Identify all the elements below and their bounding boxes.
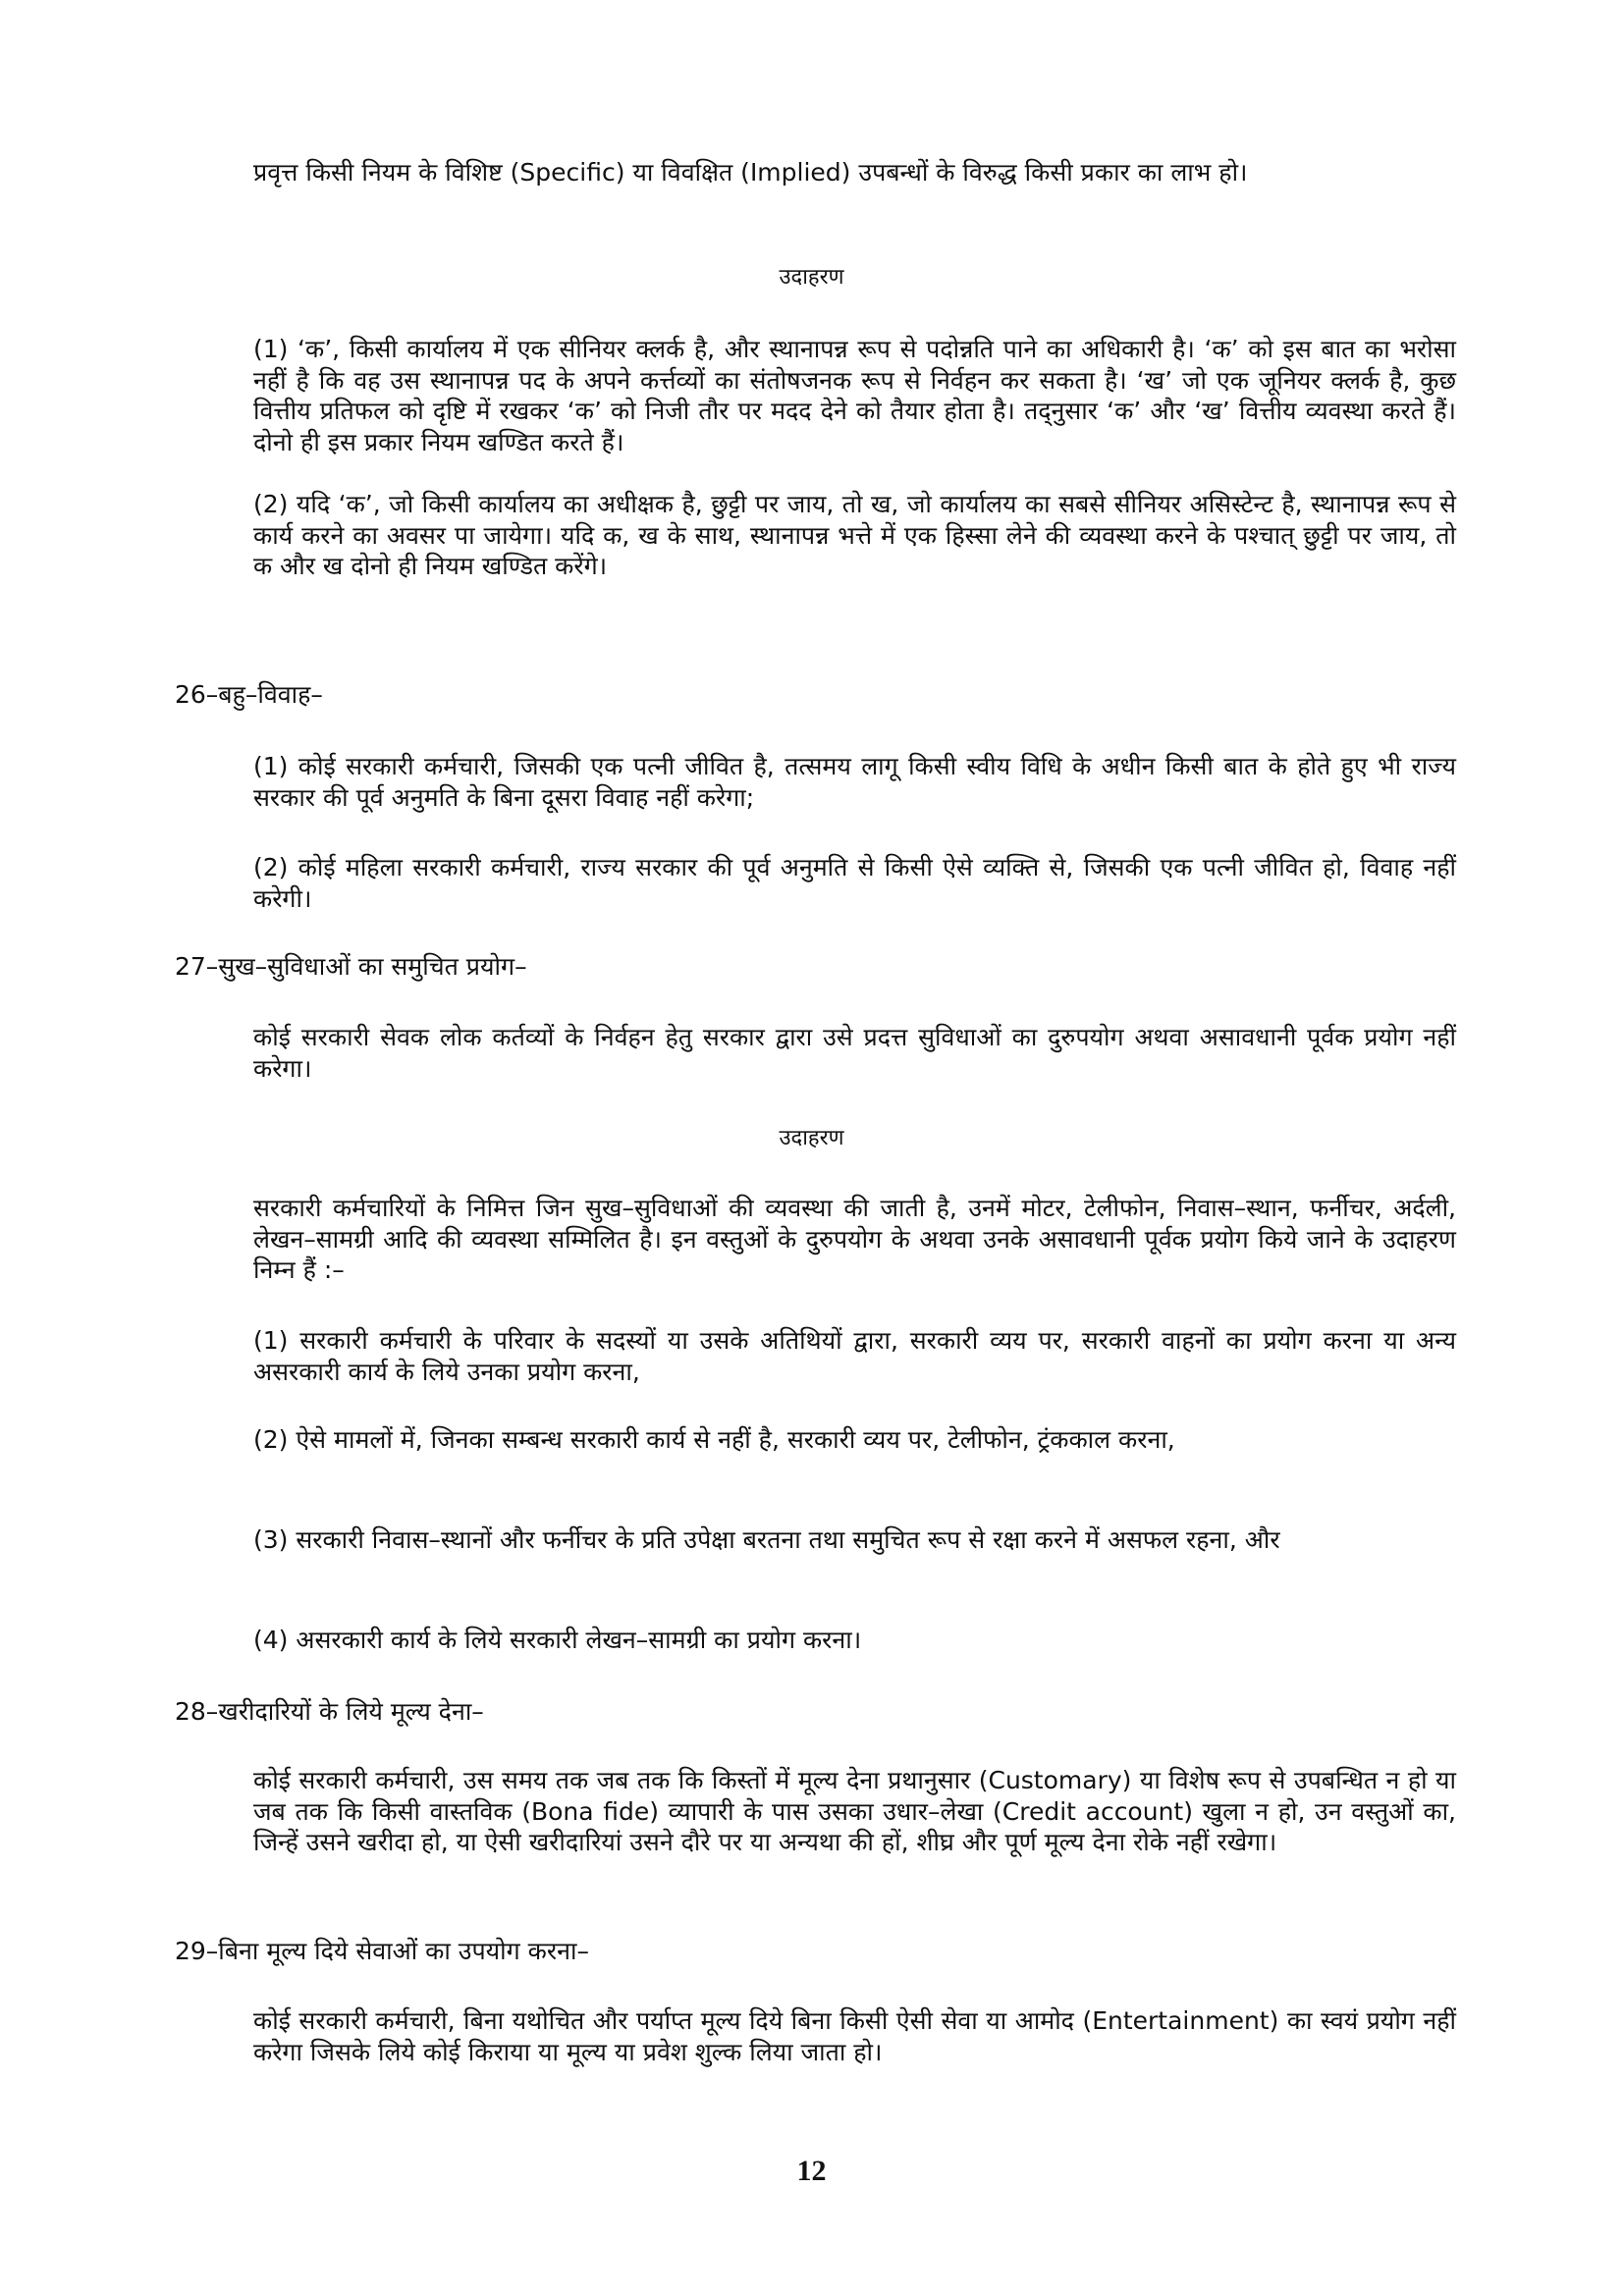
section-26-clause-1: (1) कोई सरकारी कर्मचारी, जिसकी एक पत्नी जीवित है, तत्समय लागू किसी स्वीय विधि के अधीन किसी बात के होते हुए भी राज्य सरकार की पूर्व अनुमति के बिना दूसरा विवाह नहीं करेगा; bbox=[253, 752, 1456, 812]
section-29-heading: 29–बिना मूल्य दिये सेवाओं का उपयोग करना– bbox=[175, 1937, 589, 1965]
section-26-heading: 26–बहु–विवाह– bbox=[175, 680, 323, 709]
example-1-item-2: (2) यदि ‘क’, जो किसी कार्यालय का अधीक्षक है, छुट्टी पर जाय, तो ख, जो कार्यालय का सबसे सीनियर असिस्टेन्ट है, स्थानापन्न रूप से कार्य करने का अवसर पा जायेगा। यदि क, ख के साथ, स्थानापन्न भत्ते में एक हिस्सा लेने की व्यवस्था करने के पश्चात् छुट्टी पर जाय, तो क और ख दोनो ही नियम खण्डित करेंगे। bbox=[253, 490, 1456, 580]
section-29-body: कोई सरकारी कर्मचारी, बिना यथोचित और पर्याप्त मूल्य दिये बिना किसी ऐसी सेवा या आमोद (Entertainment) का स्वयं प्रयोग नहीं करेगा जिसके लिये कोई किराया या मूल्य या प्रवेश शुल्क लिया जाता हो। bbox=[253, 2006, 1456, 2066]
section-27-example-3: (3) सरकारी निवास–स्थानों और फर्नीचर के प्रति उपेक्षा बरतना तथा समुचित रूप से रक्षा करने में असफल रहना, और bbox=[253, 1525, 1280, 1554]
section-27-heading: 27–सुख–सुविधाओं का समुचित प्रयोग– bbox=[175, 952, 527, 981]
section-28-body: कोई सरकारी कर्मचारी, उस समय तक जब तक कि किस्तों में मूल्य देना प्रथानुसार (Customary) या विशेष रूप से उपबन्धित न हो या जब तक कि किसी वास्तविक (Bona fide) व्यापारी के पास उसका उधार–लेखा (Credit account) खुला न हो, उन वस्तुओं का, जिन्हें उसने खरीदा हो, या ऐसी खरीदारियां उसने दौरे पर या अन्यथा की हों, शीघ्र और पूर्ण मूल्य देना रोके नहीं रखेगा। bbox=[253, 1766, 1456, 1856]
example-heading-1: उदाहरण bbox=[779, 265, 844, 290]
section-26-clause-2: (2) कोई महिला सरकारी कर्मचारी, राज्य सरकार की पूर्व अनुमति से किसी ऐसे व्यक्ति से, जिसकी एक पत्नी जीवित हो, विवाह नहीं करेगी। bbox=[253, 853, 1456, 913]
section-28-heading: 28–खरीदारियों के लिये मूल्य देना– bbox=[175, 1697, 484, 1726]
example-1-item-1: (1) ‘क’, किसी कार्यालय में एक सीनियर क्लर्क है, और स्थानापन्न रूप से पदोन्नति पाने का अधिकारी है। ‘क’ को इस बात का भरोसा नहीं है कि वह उस स्थानापन्न पद के अपने कर्त्तव्यों का संतोषजनक रूप से निर्वहन कर सकता है। ‘ख’ जो एक जूनियर क्लर्क है, कुछ वित्तीय प्रतिफल को दृष्टि में रखकर ‘क’ को निजी तौर पर मदद देने को तैयार होता है। तद्नुसार ‘क’ और ‘ख’ वित्तीय व्यवस्था करते हैं। दोनो ही इस प्रकार नियम खण्डित करते हैं। bbox=[253, 335, 1456, 456]
section-27-example-intro: सरकारी कर्मचारियों के निमित्त जिन सुख–सुविधाओं की व्यवस्था की जाती है, उनमें मोटर, टेलीफोन, निवास–स्थान, फर्नीचर, अर्दली, लेखन–सामग्री आदि की व्यवस्था सम्मिलित है। इन वस्तुओं के दुरुपयोग के अथवा उनके असावधानी पूर्वक प्रयोग किये जाने के उदाहरण निम्न हैं :– bbox=[253, 1194, 1456, 1284]
section-27-example-4: (4) असरकारी कार्य के लिये सरकारी लेखन–सामग्री का प्रयोग करना। bbox=[253, 1626, 862, 1654]
section-27-body: कोई सरकारी सेवक लोक कर्तव्यों के निर्वहन हेतु सरकार द्वारा उसे प्रदत्त सुविधाओं का दुरुपयोग अथवा असावधानी पूर्वक प्रयोग नहीं करेगा। bbox=[253, 1023, 1456, 1083]
example-heading-2: उदाहरण bbox=[779, 1126, 844, 1150]
page-number: 12 bbox=[796, 2155, 827, 2187]
intro-paragraph: प्रवृत्त किसी नियम के विशिष्ट (Specific) या विवक्षित (Implied) उपबन्धों के विरुद्ध किसी प्रकार का लाभ हो। bbox=[253, 158, 1248, 187]
section-27-example-2: (2) ऐसे मामलों में, जिनका सम्बन्ध सरकारी कार्य से नहीं है, सरकारी व्यय पर, टेलीफोन, ट्रंककाल करना, bbox=[253, 1425, 1175, 1454]
section-27-example-1: (1) सरकारी कर्मचारी के परिवार के सदस्यों या उसके अतिथियों द्वारा, सरकारी व्यय पर, सरकारी वाहनों का प्रयोग करना या अन्य असरकारी कार्य के लिये उनका प्रयोग करना, bbox=[253, 1326, 1456, 1386]
